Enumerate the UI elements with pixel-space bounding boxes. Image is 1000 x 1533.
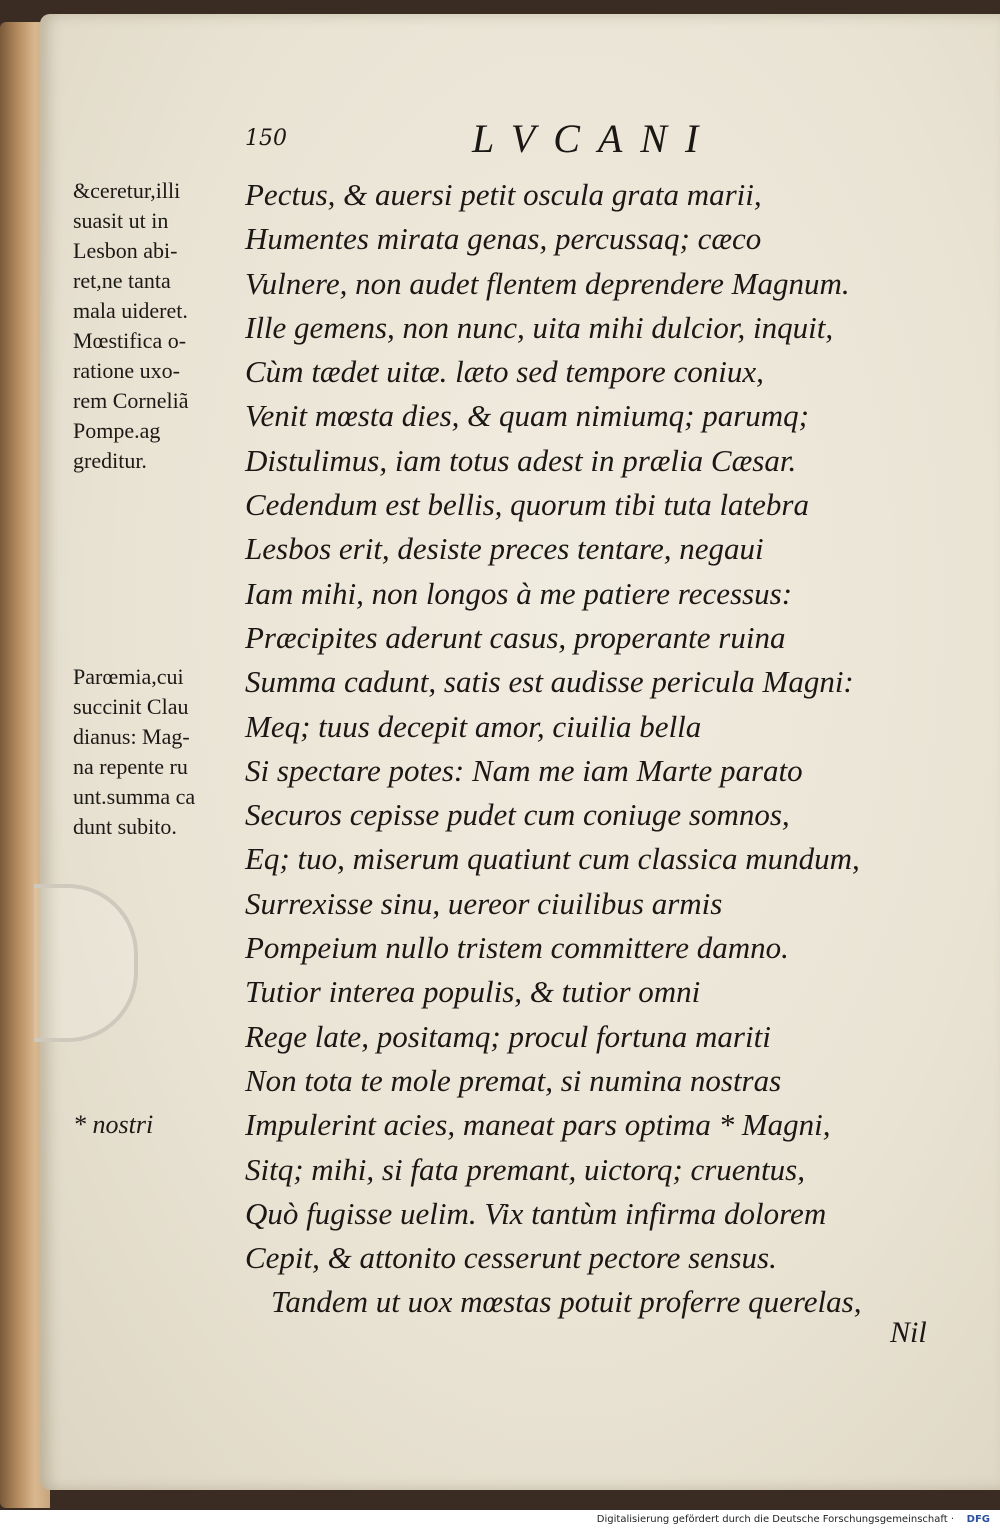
verse-line: Securos cepisse pudet cum coniuge somnos,	[245, 797, 790, 833]
margin-note-line: na repente ru	[73, 754, 188, 779]
margin-note-3	[73, 1110, 263, 1140]
margin-note-1	[73, 176, 263, 476]
verse-line: Ille gemens, non nunc, uita mihi dulcior, inquit,	[245, 309, 834, 345]
footer-credit: Digitalisierung gefördert durch die Deutsche Forschungsgemeinschaft ·	[596, 1514, 954, 1525]
verse-line: Præcipites aderunt casus, properante ruina	[245, 619, 786, 655]
margin-note-line: rem Corneliã	[73, 388, 189, 413]
verse-line: Sitq; mihi, si fata premant, uictorq; cruentus,	[245, 1151, 805, 1187]
margin-note-line: * nostri	[73, 1110, 154, 1139]
verse-line: Surrexisse sinu, uereor ciuilibus armis	[245, 885, 723, 921]
margin-note-line: succinit Clau	[73, 694, 189, 719]
verse-line: Pectus, & auersi petit oscula grata marii,	[245, 177, 762, 212]
margin-note-line: &ceretur,illi	[73, 178, 181, 203]
margin-note-line: Lesbon abi-	[73, 238, 178, 263]
margin-note-line: ret,ne tanta	[73, 268, 171, 293]
dfg-logo-icon: DFG	[966, 1514, 990, 1525]
margin-note-line: dianus: Mag-	[73, 724, 190, 749]
verse-line: Rege late, positamq; procul fortuna mariti	[245, 1018, 771, 1054]
margin-note-line: Pompe.ag	[73, 418, 161, 443]
catchword: Nil	[890, 1316, 927, 1349]
verse-line: Venit mœsta dies, & quam nimiumq; parumq;	[245, 398, 810, 434]
verse-line: Si spectare potes: Nam me iam Marte parato	[245, 752, 803, 788]
page-clip	[34, 884, 138, 1042]
margin-note-line: Mœstifica o-	[73, 328, 187, 353]
margin-note-line: dunt subito.	[73, 814, 177, 839]
running-head: LVCANI	[472, 116, 717, 161]
verse-line: Iam mihi, non longos à me patiere recessus:	[245, 575, 793, 611]
margin-note-line: suasit ut in	[73, 208, 169, 233]
margin-note-line: unt.summa ca	[73, 784, 196, 809]
page-number: 150	[245, 126, 287, 151]
verse-line: Cepit, & attonito cesserunt pectore sensus.	[245, 1240, 777, 1276]
verse-line: Summa cadunt, satis est audisse pericula Magni:	[245, 664, 854, 700]
verse-line: Distulimus, iam totus adest in prælia Cæsar.	[245, 442, 797, 478]
verse-line: Vulnere, non audet flentem deprendere Magnum.	[245, 265, 850, 301]
verse-line: Tandem ut uox mœstas potuit proferre querelas,	[271, 1284, 862, 1320]
verse-line: Cùm tædet uitæ. læto sed tempore coniux,	[245, 354, 764, 390]
verse-line: Meq; tuus decepit amor, ciuilia bella	[245, 708, 702, 744]
margin-note-line: ratione uxo-	[73, 358, 180, 383]
verse-line: Cedendum est bellis, quorum tibi tuta latebra	[245, 487, 809, 523]
verse-line: Quò fugisse uelim. Vix tantùm infirma dolorem	[245, 1195, 827, 1231]
verse-line: Lesbos erit, desiste preces tentare, negaui	[245, 531, 764, 567]
margin-note-line: mala uideret.	[73, 298, 188, 323]
verse-line: Non tota te mole premat, si numina nostras	[245, 1062, 782, 1098]
verse-line: Pompeium nullo tristem committere damno.	[245, 930, 789, 966]
margin-note-2	[73, 662, 263, 842]
margin-note-line: Parœmia,cui	[73, 664, 184, 689]
verse-line: Eq; tuo, miserum quatiunt cum classica mundum,	[245, 841, 860, 877]
margin-note-line: greditur.	[73, 448, 147, 473]
verse-line: Impulerint acies, maneat pars optima * Magni,	[245, 1107, 831, 1143]
verse-block	[245, 173, 935, 1325]
verse-line: Humentes mirata genas, percussaq; cæco	[245, 221, 762, 257]
footer-bar	[0, 1510, 1000, 1533]
verse-line: Tutior interea populis, & tutior omni	[245, 974, 701, 1010]
